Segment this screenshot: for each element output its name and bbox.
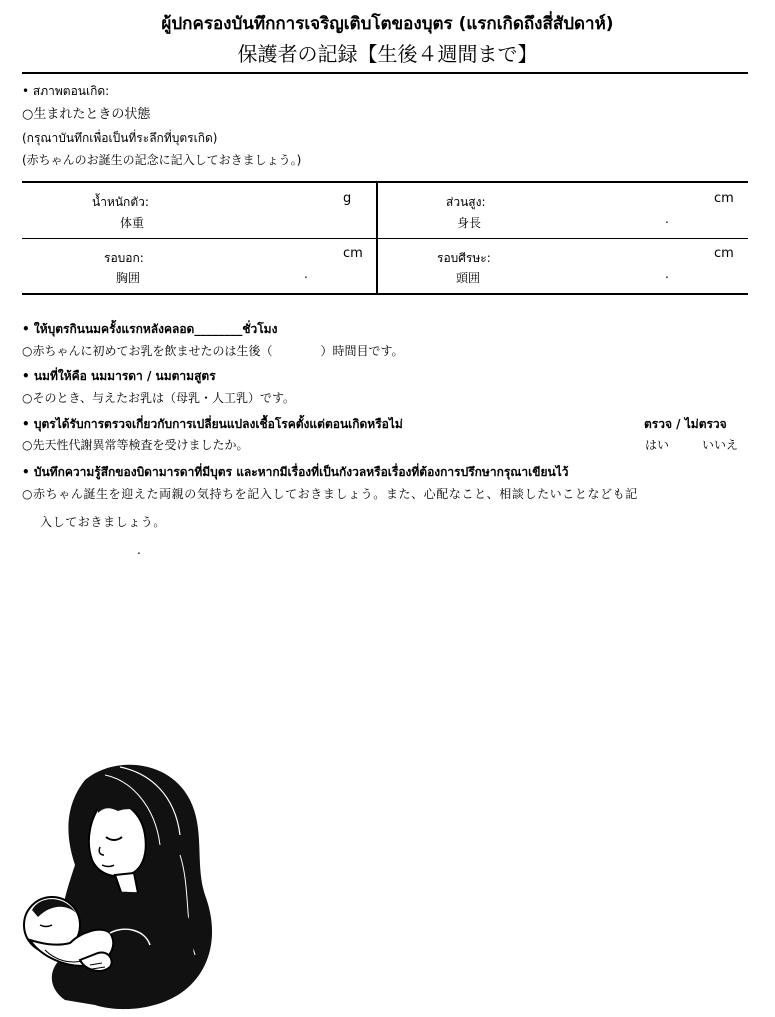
mother-baby-illustration xyxy=(10,755,225,1015)
weight-label-japanese: 体重 xyxy=(120,216,145,230)
measurement-grid-top xyxy=(22,181,748,183)
stray-dot: . xyxy=(137,543,141,557)
milk-type-question-japanese: ○そのとき、与えたお乳は（母乳・人工乳）です。 xyxy=(22,391,296,405)
birth-status-label-japanese: ○生まれたときの状態 xyxy=(22,107,151,122)
height-label-thai: ส่วนสูง: xyxy=(446,195,486,209)
page-title-japanese: 保護者の記録【生後４週間まで】 xyxy=(237,42,538,66)
birth-status-label-thai: • สภาพตอนเกิด: xyxy=(22,84,110,98)
feelings-question-thai: • บันทึกความรู้สึกของบิดามารดาที่มีบุตร และหากมีเรื่องที่เป็นกังวลหรือเรื่องที่ต้องการปรึกษากรุณาเขียนไว้ xyxy=(22,465,569,479)
measurement-grid-bottom xyxy=(22,293,748,295)
weight-unit: g xyxy=(343,191,352,206)
head-label-japanese: 頭囲 xyxy=(456,271,481,285)
measurement-grid-middle xyxy=(22,238,748,239)
screening-answer-yes: はい xyxy=(645,438,670,452)
milk-type-question-thai: • นมที่ให้คือ นมมารดา / นมตามสูตร xyxy=(22,369,216,383)
feelings-question-japanese-line1: ○赤ちゃん誕生を迎えた両親の気持ちを記入しておきましょう。また、心配なこと、相談したいことなども記 xyxy=(22,487,638,501)
height-decimal-dot: . xyxy=(665,212,669,226)
measurement-grid-divider xyxy=(376,181,378,295)
weight-label-thai: น้ำหนักตัว: xyxy=(92,195,149,209)
chest-unit: cm xyxy=(343,246,363,261)
head-decimal-dot: . xyxy=(665,267,669,281)
screening-question-thai: • บุตรได้รับการตรวจเกี่ยวกับการเปลี่ยนแปลงเชื้อโรคตั้งแต่ตอนเกิดหรือไม่ xyxy=(22,417,403,431)
screening-answer-thai: ตรวจ / ไม่ตรวจ xyxy=(644,417,727,431)
head-label-thai: รอบศีรษะ: xyxy=(437,251,491,265)
chest-decimal-dot: . xyxy=(304,267,308,281)
chest-label-thai: รอบอก: xyxy=(104,251,144,265)
screening-question-japanese: ○先天性代謝異常等検査を受けましたか。 xyxy=(22,438,249,452)
screening-answer-no: いいえ xyxy=(702,438,739,452)
height-label-japanese: 身長 xyxy=(457,216,482,230)
page-title-thai: ผู้ปกครองบันทึกการเจริญเติบโตของบุตร (แรกเกิดถึงสี่สัปดาห์) xyxy=(161,14,614,34)
birth-status-note-japanese: (赤ちゃんのお誕生の記念に記入しておきましょう。) xyxy=(22,153,302,167)
head-unit: cm xyxy=(714,246,734,261)
feelings-question-japanese-line2: 入しておきましょう。 xyxy=(40,515,167,529)
height-unit: cm xyxy=(714,191,734,206)
chest-label-japanese: 胸囲 xyxy=(116,271,141,285)
birth-status-note-thai: (กรุณาบันทึกเพื่อเป็นที่ระลึกที่บุตรเกิด) xyxy=(22,131,218,145)
first-feeding-question-thai: • ให้บุตรกินนมครั้งแรกหลังคลอด________ชั่วโมง xyxy=(22,322,278,336)
title-divider xyxy=(22,72,748,74)
first-feeding-question-japanese: ○赤ちゃんに初めてお乳を飲ませたのは生後（ ）時間目です。 xyxy=(22,344,404,358)
